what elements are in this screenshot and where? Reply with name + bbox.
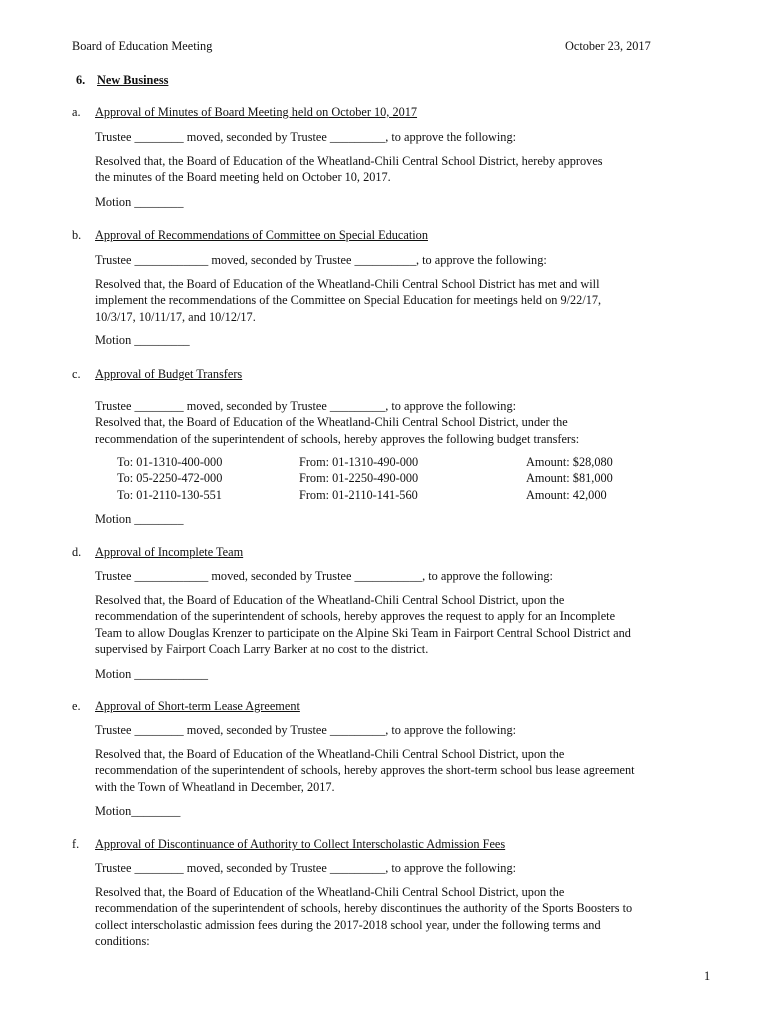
item-b-heading: Approval of Recommendations of Committee on Special Education — [95, 228, 428, 242]
transfer-to: To: 01-1310-400-000 — [117, 455, 223, 469]
item-e-resolution — [95, 746, 707, 795]
item-e-motion: Motion________ — [95, 804, 181, 818]
item-a-resolution — [95, 153, 707, 186]
item-d-resolution-line: supervised by Fairport Coach Larry Barker at no cost to the district. — [95, 642, 429, 657]
item-a-resolution-line: the minutes of the Board meeting held on October 10, 2017. — [95, 170, 391, 185]
item-c-heading: Approval of Budget Transfers — [95, 367, 243, 381]
section-number: 6. — [76, 73, 86, 87]
item-e-trustee-line: Trustee ________ moved, seconded by Trustee _________, to approve the following: — [95, 723, 517, 737]
item-c-resolution — [95, 398, 707, 447]
item-c-resolution-line: recommendation of the superintendent of schools, hereby approves the following budget transfers: — [95, 431, 580, 446]
section-title: New Business — [97, 73, 169, 87]
item-b-motion: Motion _________ — [95, 333, 190, 347]
page-number: 1 — [704, 969, 711, 983]
item-d-resolution-line: Team to allow Douglas Krenzer to participate on the Alpine Ski Team in Fairport Central School District and — [95, 625, 631, 640]
item-b-resolution — [95, 276, 707, 325]
transfer-to: To: 05-2250-472-000 — [117, 471, 223, 485]
document-title: Board of Education Meeting — [72, 39, 213, 53]
item-e-resolution-line: with the Town of Wheatland in December, 2017. — [95, 779, 335, 794]
item-d-trustee-line: Trustee ____________ moved, seconded by Trustee ___________, to approve the following: — [95, 569, 553, 583]
item-d-motion: Motion ____________ — [95, 667, 209, 681]
transfer-from: From: 01-2110-141-560 — [299, 488, 418, 502]
transfer-to: To: 01-2110-130-551 — [117, 488, 222, 502]
item-b-resolution-line: 10/3/17, 10/11/17, and 10/12/17. — [95, 309, 256, 324]
meeting-date: October 23, 2017 — [565, 39, 651, 53]
item-e-resolution-line: Resolved that, the Board of Education of the Wheatland-Chili Central School District, upon the — [95, 747, 565, 761]
item-c-resolution-line: Resolved that, the Board of Education of the Wheatland-Chili Central School District, under the — [95, 415, 568, 430]
item-f-resolution — [95, 884, 707, 950]
item-d-letter: d. — [72, 545, 82, 559]
item-d-resolution-line: Resolved that, the Board of Education of the Wheatland-Chili Central School District, upon the — [95, 593, 565, 607]
item-f-heading: Approval of Discontinuance of Authority to Collect Interscholastic Admission Fees — [95, 837, 506, 851]
item-b-letter: b. — [72, 228, 82, 242]
item-a-heading: Approval of Minutes of Board Meeting held on October 10, 2017 — [95, 105, 418, 119]
transfer-from: From: 01-1310-490-000 — [299, 455, 419, 469]
transfer-from: From: 01-2250-490-000 — [299, 471, 419, 485]
item-c-motion: Motion ________ — [95, 512, 184, 526]
item-b-resolution-line: Resolved that, the Board of Education of the Wheatland-Chili Central School District has met and will — [95, 277, 600, 291]
item-f-resolution-line: Resolved that, the Board of Education of the Wheatland-Chili Central School District, upon the — [95, 885, 565, 899]
item-f-resolution-line: recommendation of the superintendent of schools, hereby discontinues the authority of the Sports Boosters to — [95, 901, 633, 916]
item-f-resolution-line: collect interscholastic admission fees during the 2017-2018 school year, under the following terms and — [95, 917, 601, 932]
transfer-amount: Amount: 42,000 — [526, 488, 607, 502]
item-c-trustee-line: Trustee ________ moved, seconded by Trustee _________, to approve the following: — [95, 399, 517, 413]
item-d-resolution — [95, 592, 707, 658]
item-d-resolution-line: recommendation of the superintendent of schools, hereby approves the request to apply for an Incomplete — [95, 609, 616, 624]
item-f-trustee-line: Trustee ________ moved, seconded by Trustee _________, to approve the following: — [95, 861, 517, 875]
item-b-resolution-line: implement the recommendations of the Committee on Special Education for meetings held on 9/22/17, — [95, 293, 602, 308]
item-f-resolution-line: conditions: — [95, 934, 150, 949]
transfer-amount: Amount: $81,000 — [526, 471, 613, 485]
item-d-heading: Approval of Incomplete Team — [95, 545, 244, 559]
item-a-trustee-line: Trustee ________ moved, seconded by Trustee _________, to approve the following: — [95, 130, 517, 144]
item-a-motion: Motion ________ — [95, 195, 184, 209]
item-e-heading: Approval of Short-term Lease Agreement — [95, 699, 300, 713]
item-b-trustee-line: Trustee ____________ moved, seconded by Trustee __________, to approve the following: — [95, 253, 547, 267]
item-a-resolution-line: Resolved that, the Board of Education of the Wheatland-Chili Central School District, hereby approves — [95, 154, 603, 168]
transfer-amount: Amount: $28,080 — [526, 455, 613, 469]
item-e-resolution-line: recommendation of the superintendent of schools, hereby approves the short-term school bus lease agreement — [95, 763, 635, 778]
item-a-letter: a. — [72, 105, 81, 119]
item-e-letter: e. — [72, 699, 81, 713]
item-f-letter: f. — [72, 837, 80, 851]
item-c-letter: c. — [72, 367, 81, 381]
